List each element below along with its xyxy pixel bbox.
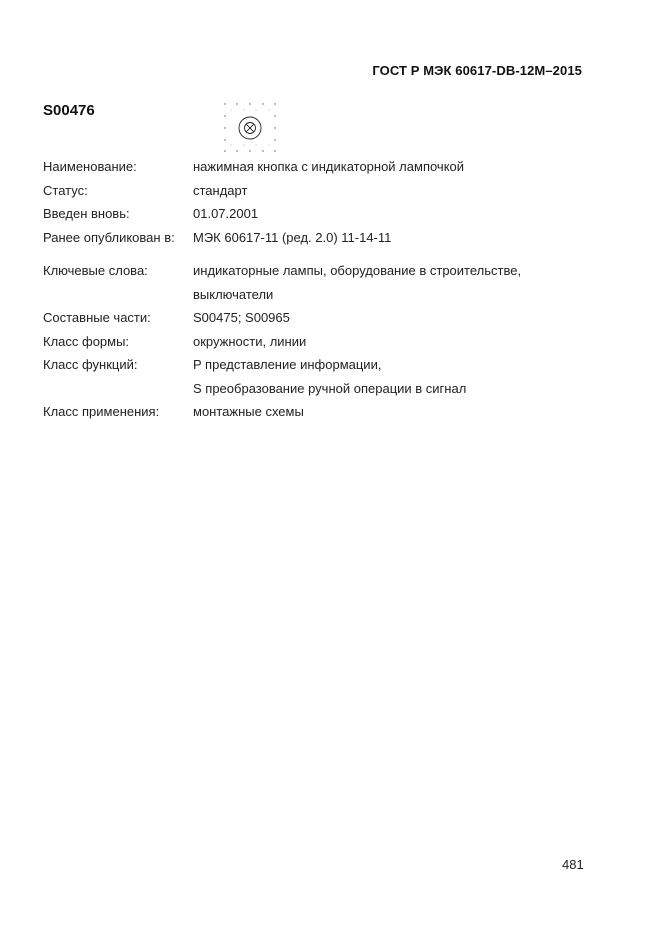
field-label: Введен вновь: — [43, 206, 130, 221]
field-value: P представление информации, — [193, 357, 382, 372]
field-keywords — [43, 259, 603, 306]
field-application-class — [43, 400, 603, 424]
field-label: Наименование: — [43, 159, 137, 174]
field-value: выключатели — [193, 286, 274, 302]
field-value: стандарт — [193, 182, 248, 198]
field-label: Класс применения: — [43, 404, 160, 419]
push-button-indicator-lamp-icon — [222, 100, 278, 154]
field-status — [43, 179, 603, 203]
field-value: 01.07.2001 — [193, 206, 259, 221]
field-value: монтажные схемы — [193, 404, 304, 419]
field-components — [43, 306, 603, 330]
field-introduced — [43, 202, 603, 226]
field-label: Ключевые слова: — [43, 263, 148, 278]
field-value: МЭК 60617-11 (ред. 2.0) 11-14-11 — [193, 229, 392, 245]
field-name — [43, 155, 603, 179]
field-shape-class — [43, 330, 603, 354]
page-number: 481 — [562, 857, 584, 872]
symbol-attributes — [43, 155, 603, 424]
field-value: S00475; S00965 — [193, 310, 290, 325]
field-value: S преобразование ручной операции в сигнал — [193, 380, 467, 396]
field-previously-published — [43, 226, 603, 250]
field-label: Класс формы: — [43, 333, 130, 349]
field-value: нажимная кнопка с индикаторной лампочкой — [193, 159, 465, 174]
symbol-id: S00476 — [43, 102, 95, 119]
field-function-class — [43, 353, 603, 400]
field-label: Класс функций: — [43, 357, 138, 372]
field-value: окружности, линии — [193, 333, 307, 349]
field-label: Составные части: — [43, 310, 151, 325]
field-label: Статус: — [43, 182, 88, 198]
field-value: индикаторные лампы, оборудование в строительстве, — [193, 263, 522, 278]
field-label: Ранее опубликован в: — [43, 229, 175, 245]
standard-designation: ГОСТ Р МЭК 60617-DB-12M–2015 — [372, 63, 582, 78]
